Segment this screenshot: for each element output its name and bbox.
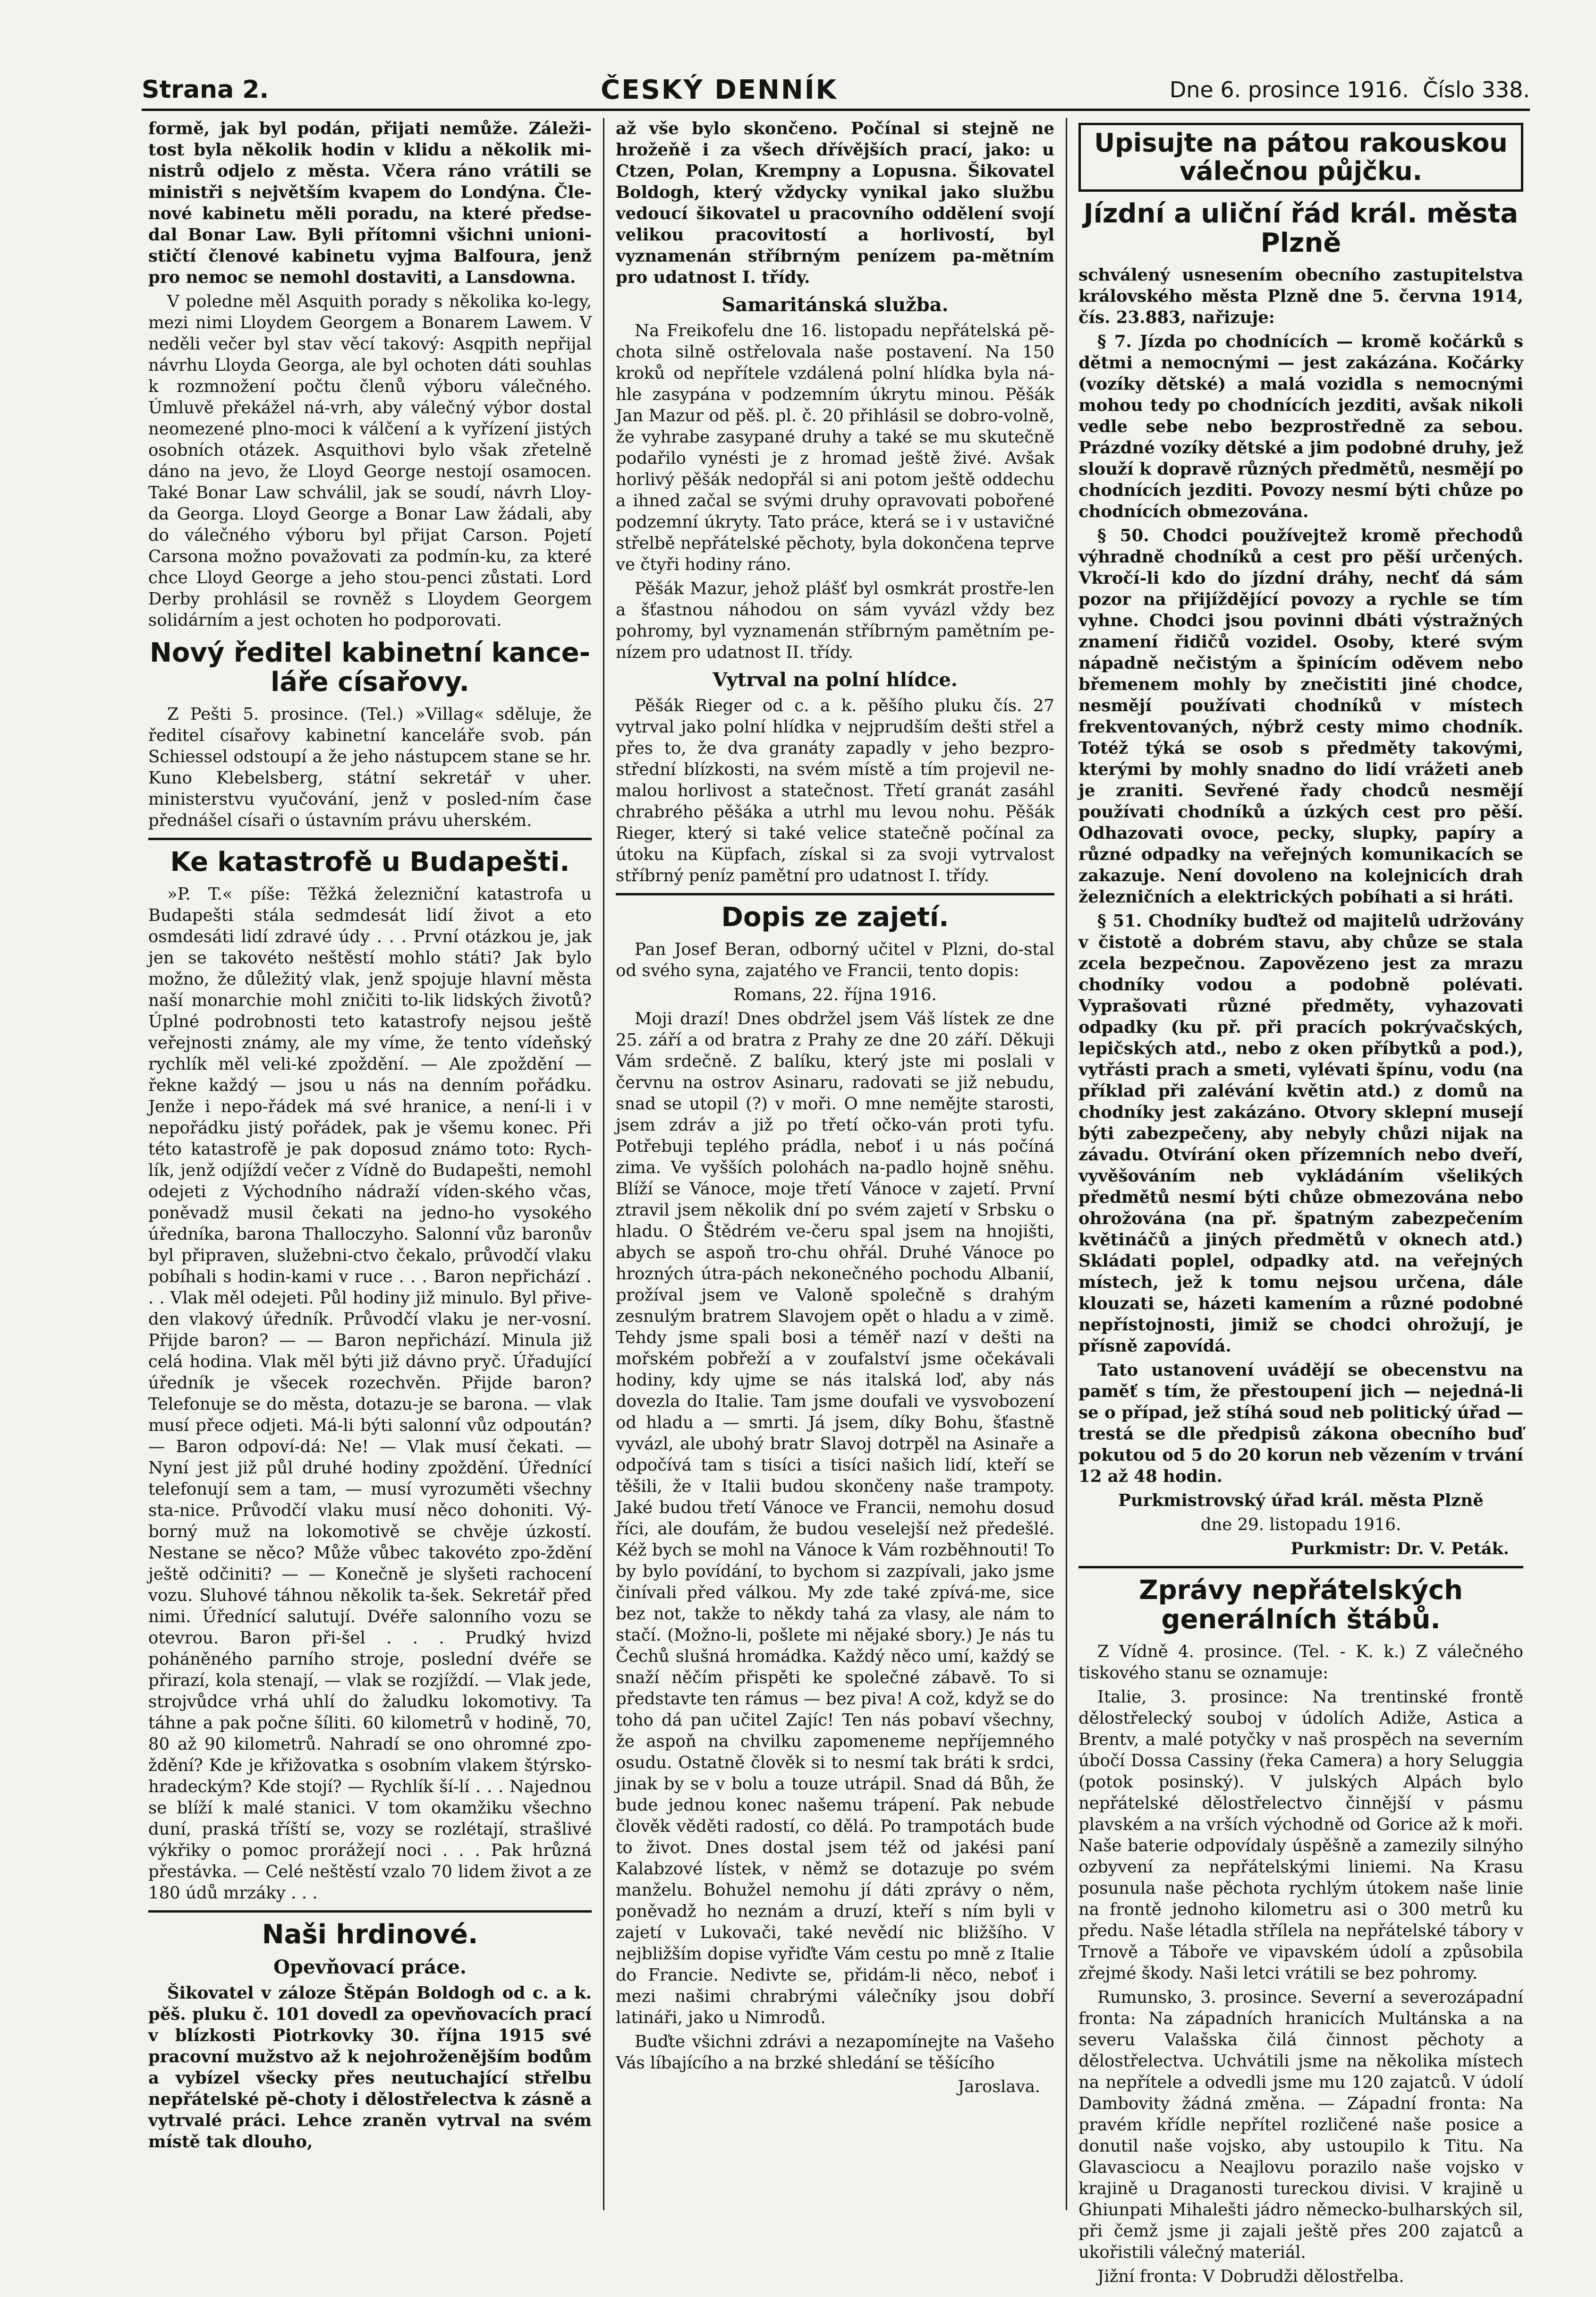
article-subhead: Opevňovací práce.: [273, 1956, 467, 1978]
article-headline: Zprávy nepřátelských generálních štábů.: [1138, 1575, 1463, 1635]
article-paragraph: Šikovatel v záloze Štěpán Boldogh od c. a k. pěš. pluku č. 101 dovedl za opevňovacích prací v blízkosti Piotrkovky 30. října 1915 své pracovní mužstvo až k nejohroženějším bodům a vybízel všecky přes neutuchající střelbu nepřátelské pě-choty i dělostřelectva k zásně a vytrvalé práci. Lehce zraněn vytrval na svém místě tak dlouho,: [148, 1983, 592, 2152]
article-paragraph: Z Vídně 4. prosince. (Tel. - K. k.) Z válečného tiskového stanu se oznamuje:: [1078, 1642, 1523, 1683]
article-headline: Ke katastrofě u Budapešti.: [170, 847, 570, 877]
intro-paragraph: formě, jak byl podán, přijati nemůže. Záleži-tost byla několik hodin v klidu a několik mi-nistrů odjelo z města. Včera ráno vrátili se ministři s největším kvapem do Londýna. Čle-nové kabinetu měli poradu, na které předse-dal Bonar Law. Byli přítomni všichni unioni-stičtí členové kabinetu vyjma Balfoura, jenž pro nemoc se nemohl dostaviti, a Lansdowna.: [148, 119, 592, 287]
page-label: Strana 2.: [142, 76, 269, 104]
letter-signature: Jaroslava.: [958, 2077, 1040, 2096]
newspaper-title: ČESKÝ DENNÍK: [601, 74, 838, 105]
issuer: Purkmistrovský úřad král. města Plzně: [1118, 1491, 1484, 1510]
article-paragraph: »P. T.« píše: Těžká železniční katastrofa u Budapešti stála sedmdesát lidí život a eto osmdesáti lidí zdravé údy . . . První otázkou je, jak jen se takovéto neštěstí mohlo státi? Jak bylo možno, že důležitý vlak, jenž spojuje hlavní města naší monarchie mohl zničiti to-lik lidských životů? Úplné podrobnosti teto katastrofy nejsou ještě veřejnosti známy, ale my víme, že tento vídeňský rychlík měl veli-ké zpoždění. — Ale zpoždění — řekne každý — jsou u nás na denním pořádku. Jenže i nepo-řádek má své hranice, a není-li i v nepořádku jistý pořádek, pak je všemu konec. Při této katastrofě je pak doposud známo toto: Rych-lík, jenž odjíždí večer z Vídně do Budapešti, nemohl odejeti z Východního nádraží víden-ského včas, poněvadž musil čekati na jedno-ho vysokého úředníka, barona Thalloczyho. Salonní vůz baronův byl připraven, služebni-ctvo čekalo, průvodčí vlaku pobíhali s hodin-kami v ruce . . . Baron nepřichází . . . Vlak měl odejeti. Půl hodiny již minulo. Byl přive-den vlakový úředník. Průvodčí vlaku je ner-vosní. Přijde baron? — — Baron nepřichází. Minula již celá hodina. Vlak měl býti již dávno pryč. Úřadující úředník je všecek rozechvěn. Přijde baron? Telefonuje se do města, dotazu-je se barona. — vlak musí přece odjeti. Má-li býti salonní vůz odpoután? — Baron odpoví-dá: Ne! — Vlak musí čekati. — Nyní jest již půl druhé hodiny zpoždění. Úřednící telefonují sem a tam, — musí vyrozuměti všechny sta-nice. Průvodčí vlaku musí něco dohoniti. Vý-borný muž na lokomotivě se chvěje úzkostí. Nestane se něco? Může vůbec takovéto zpo-ždění ještě odčiniti? — — Konečně je slyšeti rachocení vozu. Sluhové táhnou několik ta-šek. Sekretář před nimi. Úřednící salutují. Dvéře salonního vozu se otevrou. Baron při-šel . . . Prudký hvizd poháněného parního stroje, poslední dvéře se přirazí, kola stenají, — vlak se rozjíždí. — Vlak jede, strojvůdce vrhá uhlí do žaludku lokomotivy. Ta táhne a pak počne šíliti. 60 kilometrů v hodině, 70, 80 až 90 kilometrů. Nahradí se ono ohromné zpo-ždění? Kde je křižovatka s osobním vlakem štýrsko-hradeckým? Kde stojí? — Rychlík ší-lí . . . Najednou se blíží k malé stanici. V tom okamžiku všechno duní, praská tříští se, vozy se rozlétají, strašlivé výkřiky o pomoc prorážejí noci . . . Pak hrůzná přestávka. — Celé neštěstí vzalo 70 lidem život a ze 180 údů mrzáky . . .: [148, 885, 592, 1903]
article-paragraph: Pan Josef Beran, odborný učitel v Plzni, do-stal od svého syna, zajatého ve Francii, tento dopis:: [616, 940, 1054, 980]
article-paragraph: Jižní fronta: V Dobrudži dělostřelba.: [1097, 2267, 1404, 2286]
divider: [1078, 1566, 1523, 1568]
issuer-date: dne 29. listopadu 1916.: [1200, 1515, 1401, 1534]
article-headline: Nový ředitel kabinetní kance-láře císařovy.: [150, 638, 590, 698]
intro-paragraph: až vše bylo skončeno. Počínal si stejně ne hrožeňě i za všech dřívějších prací, jako: u Ctzen, Polan, Krempny a Lopusna. Šikovatel Boldogh, který vždycky vynikal jako službu vedoucí šikovatel u pracovního oddělení svojí velikou pracovitostí a horlivostí, byl vyznamenán stříbrným penízem pa-mětním pro udatnost I. třídy.: [616, 119, 1054, 287]
article-paragraph: Pěšák Mazur, jehož plášť byl osmkrát prostře-len a šťastnou náhodou on sám vyvázl vždy bez pohromy, byl vyznamenán stříbrným pamětním pe-nízem pro udatnost II. třídy.: [616, 579, 1054, 662]
article-headline: Dopis ze zajetí.: [721, 902, 949, 933]
article-paragraph: Rumunsko, 3. prosince. Severní a severozápadní fronta: Na západních hranicích Multánska a na severu Valašska čilá činnost pěchoty a dělostřelectva. Uchvátili jsme na několika místech na nepřítele a odvedli jsme mu 120 zajatců. V údolí Dambovity žádná změna. — Západní fronta: Na pravém křídle nepřítel rozličené naše posice a donutil naše vojsko, aby ustoupilo k Titu. Na Glavasciocu a Neajlovu porazilo naše vojsko v krajině u Draganosti tureckou divisi. V krajině u Ghiunpati Mihalešti jádro německo-bulharských sil, při čemž jsme ji zajali ještě přes 200 zajatců a ukořistili válečný materiál.: [1078, 1988, 1523, 2262]
divider: [148, 838, 592, 840]
article-paragraph: Tato ustanovení uvádějí se obecenstvu na paměť s tím, že přestoupení jich — nejedná-li se o případ, jež stíhá soud neb politický úřad — trestá se dle předpisů zákona obecního buď pokutou od 5 do 20 korun neb vězením v trvání 12 až 48 hodin.: [1078, 1361, 1523, 1486]
article-subhead: Samaritánská služba.: [722, 294, 949, 316]
article-headline: Jízdní a uliční řád král. města Plzně: [1083, 198, 1519, 258]
article-paragraph: Pěšák Rieger od c. a k. pěšího pluku čís. 27 vytrval jako polní hlídka v nejprudším dešti střel a přes to, že dva granáty zapadly v jeho bezpro-střední blízkosti, na svém místě a tím projevil ne-malou horlivost a statečnost. Třetí granát zasáhl chrabrého pěšáka a utrhl mu levou nohu. Pěšák Rieger, který si také velice statečně počínal za útoku na Küpfach, získal si za svoji vytrvalost stříbrný peníz pamětní pro udatnost I. třídy.: [616, 696, 1054, 885]
war-loan-banner: Upisujte na pátou rakouskou válečnou půjčku.: [1078, 123, 1523, 192]
divider: [616, 893, 1054, 895]
issue-date: Dne 6. prosince 1916.: [1169, 77, 1409, 102]
article-paragraph: Na Freikofelu dne 16. listopadu nepřátelská pě-chota silně ostřelovala naše postavení. Na 150 kroků od nepřítele vzdálená polní hlídka byla ná-hle zasypána v podzemním úkrytu minou. Pěšák Jan Mazur od pěš. pl. č. 20 přihlásil se dobro-volně, že vyhrabe zasypané druhy a také se mu skutečně podařilo vynésti je z hromad ještě živé. Avšak horlivý pěšák nedopřál si ani potom ještě oddechu a ihned začal se svými druhy opravovati pobořené podzemní úkryty. Tato práce, která se i v ustavičné střelbě nepřátelské pěchoty, byla dokončena teprve ve čtyři hodiny ráno.: [616, 321, 1054, 574]
intro-paragraph: V poledne měl Asquith porady s několika ko-legy, mezi nimi Lloydem Georgem a Bonarem Lawem. V neděli večer byl stav věcí takový: Asqpith nepřijal návrhu Lloyda Georga, ale byl ochoten dáti souhlas k rozmnožení počtu členů výboru válečného. Úmluvě překážel ná-vrh, aby válečný výbor dostal neomezené plno-moci k válčení a k vyřízení jistých osobních otázek. Asquithovi bylo však zřetelně dáno na jevo, že Lloyd George nestojí osamocen. Také Bonar Law schválil, jak se soudí, návrh Lloy-da Georga. Lloyd George a Bonar Law žádali, aby do válečného výboru byl přijat Carson. Pojetí Carsona možno považovati za podmín-ku, za které chce Lloyd George a jeho stou-penci zůstati. Lord Derby prohlásil se rovněž s Lloydem Georgem solidárním a jest ochoten ho podporovati.: [148, 292, 592, 630]
article-paragraph: § 51. Chodníky buďtež od majitelů udržovány v čistotě a dobrém stavu, aby chůze se stala zcela bezpečnou. Zapovězeno jest za mrazu chodníky vodou a podobně polévati. Vyprašovati různé předměty, vyhazovati odpadky (ku př. při pracích pokrývačských, lepičských atd., nebo z oken příbytků a pod.), vytřásti prach a smeti, vylévati špínu, vodu (na příklad při zalévání květin atd.) z domů na chodníky jest zakázáno. Otvory sklepní musejí býti zabezpečeny, aby nebyly chůzi nijak na závadu. Otvírání oken přízemních nebo dveří, vyvěšováním neb vykládáním všelikých předmětů nesmí býti chůze obmezována nebo ohrožována (na př. špatným zabezpečením květináčů a jiných předmětů v oknech atd.) Skládati poplel, odpadky atd. na veřejných místech, jež k tomu nejsou určena, dále klouzati se, házeti kamením a různé podobné nepřístojnosti, jimiž se chodci ohrožují, je přísně zapovídá.: [1078, 911, 1523, 1356]
column-3: [1067, 118, 1535, 2286]
columns: [137, 118, 1535, 2286]
letter-place-date: Romans, 22. října 1916.: [733, 985, 937, 1004]
article-paragraph: § 50. Chodci používejtež kromě přechodů výhradně chodníků a cest pro pěší určených. Vkročí-li kdo do jízdní dráhy, nechť dá sám pozor na přijíždějící povozy a rychle se tím vyhne. Chodci jsou povinni dbáti výstražných znamení řidičů vozidel. Osoby, které svým nápadně nečistým a špinícím oděvem nebo břemenem mohly by znečistiti jiné chodce, nesmějí používati chodníků v místech frekventovaných, nýbrž cesty mimo chodník. Totéž týká se osob s předměty takovými, kterými by mohly snadno do lidí vrážeti aneb je zraniti. Sevřené řady chodců nesmějí používati chodníků a úzkých cest pro pěší. Odhazovati ovoce, pecky, slupky, papíry a různé odpadky na veřejných komunikacích se zakazuje. Není dovoleno na kolejnicích drah železničních a elektrických pobíhati a si hráti.: [1078, 526, 1523, 907]
masthead: [142, 71, 1530, 111]
article-paragraph: schválený usnesením obecního zastupitelstva královského města Plzně dne 5. června 1914, čís. 23.883, nařizuje:: [1078, 265, 1523, 327]
issue-number: Číslo 338.: [1423, 77, 1530, 102]
column-2: [604, 118, 1067, 2210]
column-1: [137, 118, 604, 2210]
divider: [148, 1910, 592, 1913]
letter-paragraph: Moji drazí! Dnes obdržel jsem Váš lístek ze dne 25. září a od bratra z Prahy ze dne 20 září. Děkuji Vám srdečně. Z balíku, který jste mi poslali v červnu na ostrov Asinaru, radovati se již nebudu, snad se utopil (?) v moři. O mne nemějte starosti, jsem zdráv a již po třetí očko-ván proti tyfu. Potřebuji teplého prádla, neboť i u nás počíná zima. Ve vyšších polohách na-padlo hojně sněhu. Blíží se Vánoce, moje třetí Vánoce v zajetí. První ztravil jsem několik dní po svém zajetí v Srbsku o hladu. O Štědrém ve-čeru spal jsem na hnojišti, abych se aspoň tro-chu ohřál. Druhé Vánoce po hrozných útra-pách nekonečného pochodu Albanií, prožíval jsem ve Valoně společně s drahým zesnulým bratrem Slavojem opět o hladu a v zimě. Tehdy jsme spali bosi a téměř nazí v dešti na mořském pobřeží a v zoufalství jsme očekávali hodiny, kdy ujme se nás italská loď, aby nás dovezla do Italie. Tam jsme doufali ve vysvobození od hladu a — smrti. Já jsem, díky Bohu, šťastně vyvázl, ale ubohý bratr Slavoj dotrpěl na Asinaře a odpočívá tam s tisíci a tisíci našich lidí, kteří se těšili, že v Italii budou skončeny naše trampoty. Jaké budou třetí Vánoce ve Francii, nemohu dosud říci, ale doufám, že budou veselejší než předešlé. Kéž bych se mohl na Vánoce k Vám rozběhnouti! To by bylo povídání, to bychom si zazpívali, jako jsme činívali před válkou. My zde také zpívá-me, sice bez not, takže to někdy tahá za vlasy, ale nám to stačí. (Možno-li, pošlete mi nějaké sbory.) Je nás tu Čechů slušná hromádka. Každý něco umí, každý se snaží něčím přispěti ke společné zábavě. To si představte ten rámus — bez piva! A což, když se do toho dá pan učitel Zajíc! Ten nás pobaví všechny, že aspoň na chvilku zapomeneme nepříjemného osudu. Ostatně člověk si to nesmí tak bráti k srdci, jinak by se v bolu a touze utrápil. Snad dá Bůh, že bude jednou konec našemu trápení. Pak nebude člověk věděti radostí, co dělá. Po trampotách bude to život. Dnes dostal jsem též od jakési paní Kalabzové lístek, v němž se dotazuje po svém manželu. Bohužel nemohu jí dáti zprávy o něm, poněvadž ho neznám a druzí, kteří s ním byli v zajetí v Lukovači, také nevědí nic bližšího. V nejbližším dopise vyřiďte Vám cestu po mně z Italie do Francie. Nedivte se, přidám-li něco, neboť i mezi našimi chrabrými válečníky jsou dobří latináři, jako u Nimrodů.: [616, 1009, 1054, 2027]
signer: Purkmistr: Dr. V. Peták.: [1290, 1539, 1509, 1558]
article-headline: Naši hrdinové.: [262, 1919, 478, 1950]
date-issue: [1170, 77, 1530, 102]
article-paragraph: Z Pešti 5. prosince. (Tel.) »Villag« sděluje, že ředitel císařovy kabinetní kanceláře svob. pán Schiessel odstoupí a že jeho nástupcem stane se hr. Kuno Klebelsberg, státní sekretář v uher. ministerstvu vyučování, jenž v posled-ním čase přednášel císaři o ústavním právu uherském.: [148, 705, 592, 830]
article-subhead: Vytrval na polní hlídce.: [713, 669, 958, 691]
letter-paragraph: Buďte všichni zdrávi a nezapomínejte na Vašeho Vás líbajícího a na brzké shledání se těšícího: [616, 2032, 1054, 2073]
article-paragraph: Italie, 3. prosince: Na trentinské frontě dělostřelecký souboj v údolích Adiže, Astica a Brentv, a malé potyčky v naš prospěch na severním úbočí Dossa Cassiny (řeka Camera) a hory Seluggia (potok posinský). V julských Alpách bylo nepřátelské dělostřelectvo činnější v pásmu plavském a na vrších východně od Gorice až k moři. Naše baterie odpovídaly úspěšně a zamezily silnýho ozbyvení za nepřátelskými liniemi. Na Krasu posunula naše pěchota rychlým útokem naše linie na frontě jednoho kilometru asi o 300 metrů ku předu. Naše létadla střílela na nepřátelské tábory v Trnově a Táboře ve vipavském údolí a způsobila zřejmé škody. Naši letci vrátili se bez pohromy.: [1078, 1687, 1523, 1983]
article-paragraph: § 7. Jízda po chodnících — kromě kočárků s dětmi a nemocnými — jest zakázána. Kočárky (vozíky dětské) a malá vozidla s nemocnými mohou tedy po chodnících jezditi, avšak nikoli vedle sebe nebo bezprostředně za sebou. Prázdné vozíky dětské a jim podobné druhy, jež slouží k dopravě různých předmětů, nesmějí po chodnících jezditi. Povozy nesmí býti chůze po chodnících obmezována.: [1078, 332, 1523, 521]
